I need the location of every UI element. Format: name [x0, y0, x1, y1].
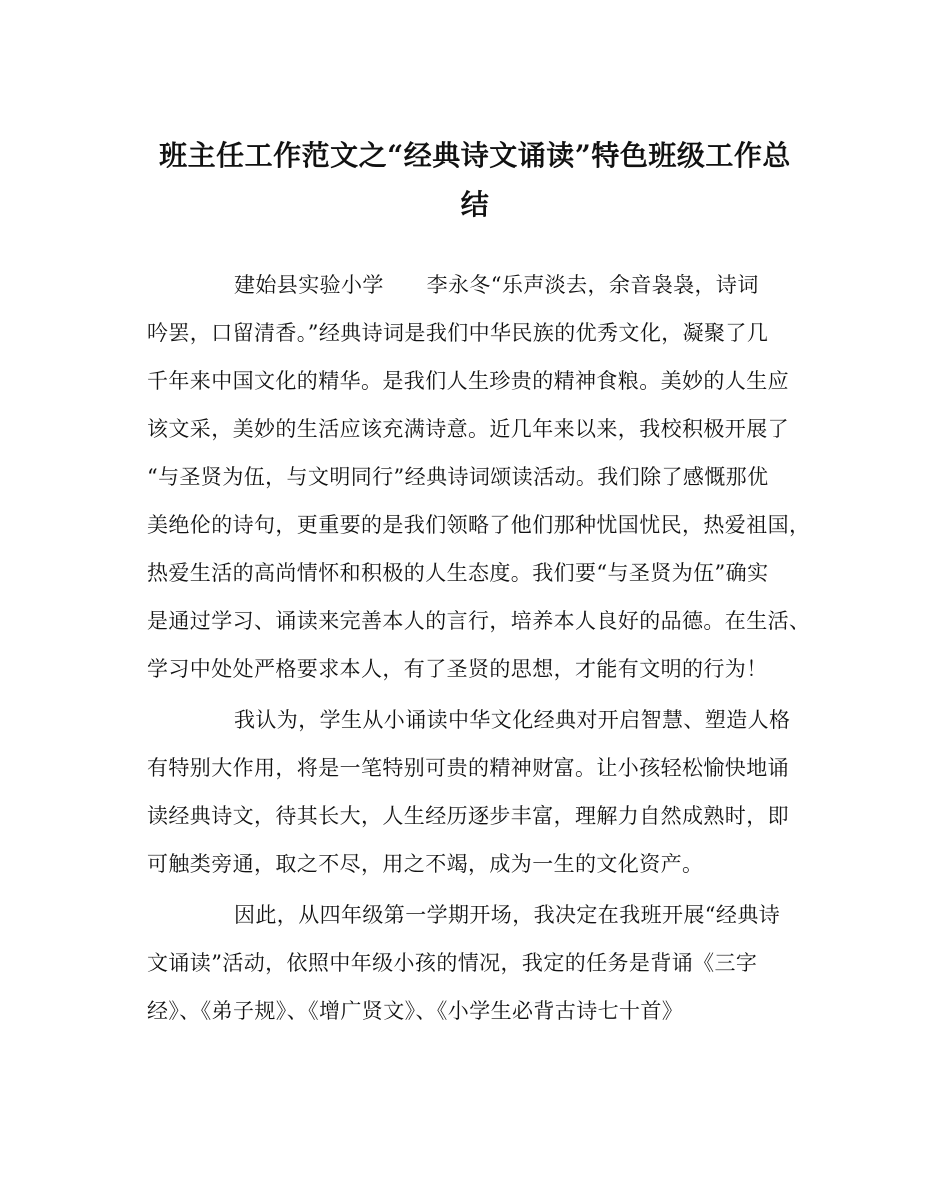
document-title-line-1: 班主任工作范文之“经典诗文诵读”特色班级工作总 [159, 139, 791, 172]
paragraph-1-line-8: 是通过学习、诵读来完善本人的言行，培养本人良好的品德。在生活、 [147, 609, 811, 633]
paragraph-2-line-3: 读经典诗文，待其长大，人生经历逐步丰富，理解力自然成熟时，即 [147, 804, 789, 828]
paragraph-1-line-3: 千年来中国文化的精华。是我们人生珍贵的精神食粮。美妙的人生应 [147, 369, 789, 393]
paragraph-1-line-9: 学习中处处严格要求本人，有了圣贤的思想，才能有文明的行为！ [147, 657, 768, 681]
paragraph-2-line-2: 有特别大作用，将是一笔特别可贵的精神财富。让小孩轻松愉快地诵 [147, 756, 789, 780]
paragraph-3-line-1: 因此，从四年级第一学期开场，我决定在我班开展“经典诗 [234, 903, 781, 927]
paragraph-1-line-7: 热爱生活的高尚情怀和积极的人生态度。我们要“与圣贤为伍”确实 [147, 561, 769, 585]
paragraph-3-line-3: 经》、《弟子规》、《增广贤文》、《小学生必背古诗七十首》 [147, 999, 684, 1023]
paragraph-1-line-1: 建始县实验小学 李永冬“乐声淡去，余音袅袅，诗词 [234, 273, 759, 297]
paragraph-1-line-2: 吟罢，口留清香。”经典诗词是我们中华民族的优秀文化，凝聚了几 [147, 321, 769, 345]
paragraph-1-line-4: 该文采，美妙的生活应该充满诗意。近几年来以来，我校积极开展了 [147, 417, 789, 441]
paragraph-1-line-6: 美绝伦的诗句，更重要的是我们领略了他们那种忧国忧民，热爱祖国， [147, 513, 811, 537]
document-title-line-2: 结 [460, 188, 490, 221]
paragraph-1-line-5: “与圣贤为伍，与文明同行”经典诗词颂读活动。我们除了感慨那优 [147, 465, 769, 489]
paragraph-3-line-2: 文诵读”活动，依照中年级小孩的情况，我定的任务是背诵《三字 [147, 951, 758, 975]
paragraph-2-line-1: 我认为，学生从小诵读中华文化经典对开启智慧、塑造人格 [234, 708, 791, 732]
paragraph-2-line-4: 可触类旁通，取之不尽，用之不竭，成为一生的文化资产。 [147, 852, 704, 876]
